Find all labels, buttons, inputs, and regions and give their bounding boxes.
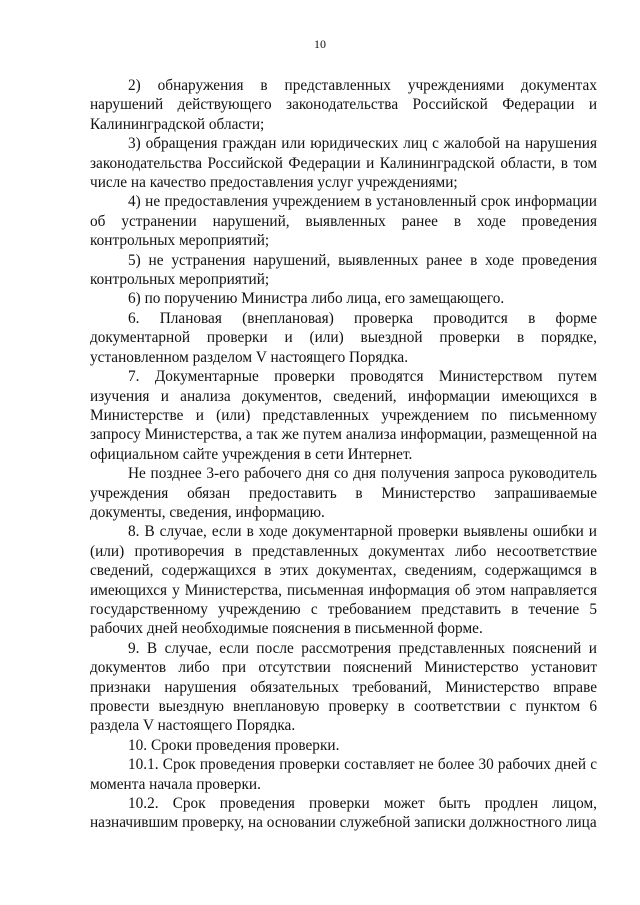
list-item-detection-of-violations: 2) обнаружения в представленных учреждениями документах нарушений действующего законодательства Российской Федерации и Калининградской области;	[90, 77, 597, 133]
list-item-failure-to-remedy: 5) не устранения нарушений, выявленных ранее в ходе проведения контрольных мероприятий;	[90, 251, 597, 289]
list-item-citizen-complaints: 3) обращения граждан или юридических лиц с жалобой на нарушения законодательства Российской Федерации и Калининградской области, в том числе на качество предоставления услуг учреждениями;	[90, 135, 597, 192]
clause-10-2-extension: 10.2. Срок проведения проверки может быть продлен лицом, назначившим проверку, на основании служебной записки должностного лица	[90, 795, 597, 832]
clause-10-heading: 10. Сроки проведения проверки.	[128, 736, 340, 754]
clause-9-field-inspection: 9. В случае, если после рассмотрения представленных пояснений и документов либо при отсутствии пояснений Министерство установит признаки нарушения обязательных требований, Министерство вправе провести выездную внеплановую проверку в соответствии с пунктом 6 раздела V настоящего Порядка.	[90, 639, 597, 735]
clause-6-inspection-form: 6. Плановая (внеплановая) проверка проводится в форме документарной проверки и (или) выездной проверки в порядке, установленном разделом V настоящего Порядка.	[90, 309, 597, 366]
document-body	[90, 76, 597, 833]
clause-10-1-duration: 10.1. Срок проведения проверки составляет не более 30 рабочих дней с момента начала проверки.	[90, 756, 597, 793]
list-item-ministers-instruction: 6) по поручению Министра либо лица, его замещающего.	[128, 290, 505, 308]
clause-7-documentary-inspections: 7. Документарные проверки проводятся Министерством путем изучения и анализа документов, сведений, информации имеющихся в Министерстве и (или) представленных учреждением по письменному запросу Министерства, а так же путем анализа информации, размещенной на официальном сайте учреждения в сети Интернет.	[90, 368, 597, 463]
list-item-failure-to-report: 4) не предоставления учреждением в установленный срок информации об устранении нарушений, выявленных ранее в ходе проведения контрольных мероприятий;	[90, 193, 597, 250]
clause-8-discrepancies: 8. В случае, если в ходе документарной проверки выявлены ошибки и (или) противоречия в представленных документах либо несоответствие сведений, содержащихся в этих документах, сведениям, содержащимся в имеющихся у Министерства, письменная информация об этом направляется государственному учреждению с требованием представить в течение 5 рабочих дней необходимые пояснения в письменной форме.	[90, 523, 597, 638]
paragraph-request-deadline: Не позднее 3-его рабочего дня со дня получения запроса руководитель учреждения обязан предоставить в Министерство запрашиваемые документы, сведения, информацию.	[90, 465, 597, 521]
page-number: 10	[314, 37, 326, 51]
